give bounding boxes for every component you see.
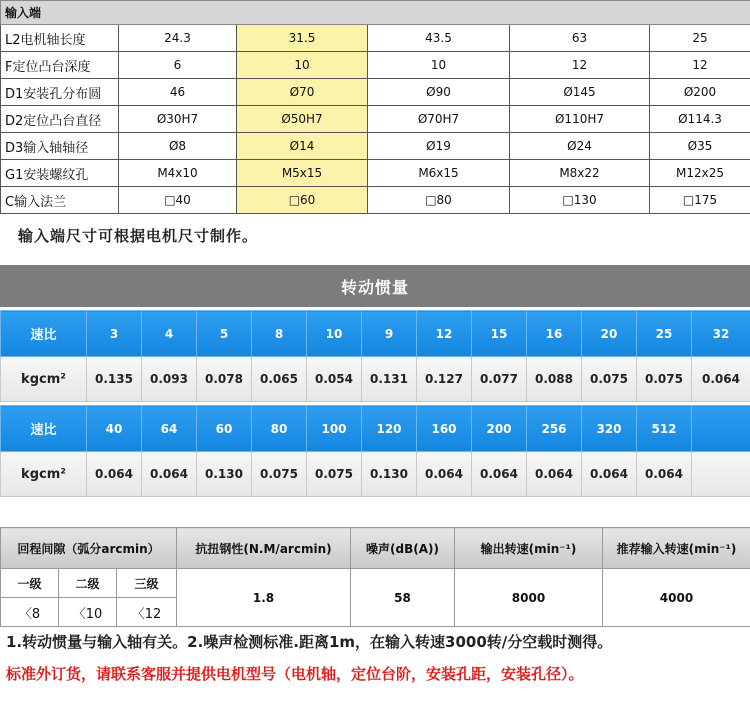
ratio-cell: 15 xyxy=(472,311,527,357)
ratio-label: 速比 xyxy=(1,406,87,452)
backlash-header: 回程间隙（弧分arcmin） xyxy=(1,528,177,569)
ratio-cell: 512 xyxy=(637,406,692,452)
spec-table xyxy=(0,527,750,627)
inertia-value-cell: 0.077 xyxy=(472,357,527,402)
ratio-cell: 8 xyxy=(252,311,307,357)
ratio-cell: 16 xyxy=(527,311,582,357)
output-speed-value: 8000 xyxy=(455,569,603,627)
inertia-value-cell: 0.075 xyxy=(582,357,637,402)
stage-label: 三级 xyxy=(117,569,177,598)
row-label: D3输入轴轴径 xyxy=(1,133,119,160)
cell-value: 6 xyxy=(119,52,237,79)
input-end-note: 输入端尺寸可根据电机尺寸制作。 xyxy=(18,227,259,245)
cell-value: 10 xyxy=(237,52,368,79)
cell-value: □175 xyxy=(650,187,750,214)
input-end-header: 输入端 xyxy=(1,1,750,25)
ratio-cell: 20 xyxy=(582,311,637,357)
ratio-cell xyxy=(692,406,750,452)
cell-value: Ø50H7 xyxy=(237,106,368,133)
cell-value: Ø70 xyxy=(237,79,368,106)
row-label: D2定位凸台直径 xyxy=(1,106,119,133)
input-end-row xyxy=(1,25,750,52)
cell-value: M5x15 xyxy=(237,160,368,187)
ratio-cell: 100 xyxy=(307,406,362,452)
inertia-value-cell xyxy=(692,452,750,497)
noise-value: 58 xyxy=(351,569,455,627)
ratio-cell: 120 xyxy=(362,406,417,452)
input-speed-header: 推荐输入转速(min⁻¹) xyxy=(603,528,750,569)
inertia-value-cell: 0.075 xyxy=(252,452,307,497)
input-end-row xyxy=(1,187,750,214)
stage-backlash-value: 〈10 xyxy=(59,598,117,627)
cell-value: Ø200 xyxy=(650,79,750,106)
cell-value: □40 xyxy=(119,187,237,214)
input-end-row xyxy=(1,106,750,133)
inertia-ratio-row-1 xyxy=(1,311,750,357)
input-end-row xyxy=(1,79,750,106)
inertia-section xyxy=(0,265,750,497)
ratio-cell: 12 xyxy=(417,311,472,357)
stage-backlash-value: 〈12 xyxy=(117,598,177,627)
inertia-ratio-row-2 xyxy=(1,406,750,452)
ratio-cell: 80 xyxy=(252,406,307,452)
row-label: C输入法兰 xyxy=(1,187,119,214)
inertia-value-cell: 0.075 xyxy=(307,452,362,497)
cell-value: 31.5 xyxy=(237,25,368,52)
cell-value: M12x25 xyxy=(650,160,750,187)
ratio-cell: 160 xyxy=(417,406,472,452)
input-speed-value: 4000 xyxy=(603,569,750,627)
cell-value: Ø114.3 xyxy=(650,106,750,133)
inertia-value-cell: 0.054 xyxy=(307,357,362,402)
ratio-cell: 10 xyxy=(307,311,362,357)
inertia-value-row-2 xyxy=(1,452,750,497)
cell-value: Ø14 xyxy=(237,133,368,160)
torsional-rigidity-header: 抗扭钢性(N.M/arcmin) xyxy=(177,528,351,569)
cell-value: M8x22 xyxy=(510,160,650,187)
ratio-cell: 5 xyxy=(197,311,252,357)
cell-value: M6x15 xyxy=(368,160,510,187)
inertia-value-cell: 0.064 xyxy=(87,452,142,497)
stage-label: 二级 xyxy=(59,569,117,598)
input-end-row xyxy=(1,160,750,187)
torsional-rigidity-value: 1.8 xyxy=(177,569,351,627)
inertia-value-row-1 xyxy=(1,357,750,402)
inertia-value-cell: 0.064 xyxy=(417,452,472,497)
inertia-value-cell: 0.078 xyxy=(197,357,252,402)
cell-value: 46 xyxy=(119,79,237,106)
cell-value: Ø110H7 xyxy=(510,106,650,133)
row-label: G1安装螺纹孔 xyxy=(1,160,119,187)
cell-value: Ø70H7 xyxy=(368,106,510,133)
input-end-row xyxy=(1,52,750,79)
cell-value: Ø35 xyxy=(650,133,750,160)
inertia-value-cell: 0.088 xyxy=(527,357,582,402)
stage-backlash-value: 〈8 xyxy=(1,598,59,627)
inertia-value-cell: 0.130 xyxy=(362,452,417,497)
ratio-cell: 64 xyxy=(142,406,197,452)
inertia-value-cell: 0.075 xyxy=(637,357,692,402)
noise-header: 噪声(dB(A)) xyxy=(351,528,455,569)
row-label: L2电机轴长度 xyxy=(1,25,119,52)
ratio-cell: 25 xyxy=(637,311,692,357)
cell-value: Ø19 xyxy=(368,133,510,160)
ratio-cell: 60 xyxy=(197,406,252,452)
cell-value: Ø24 xyxy=(510,133,650,160)
ratio-cell: 256 xyxy=(527,406,582,452)
ratio-cell: 32 xyxy=(692,311,750,357)
inertia-value-cell: 0.093 xyxy=(142,357,197,402)
cell-value: 24.3 xyxy=(119,25,237,52)
ratio-cell: 320 xyxy=(582,406,637,452)
cell-value: □60 xyxy=(237,187,368,214)
cell-value: Ø8 xyxy=(119,133,237,160)
inertia-value-cell: 0.064 xyxy=(472,452,527,497)
inertia-value-cell: 0.064 xyxy=(142,452,197,497)
inertia-value-cell: 0.131 xyxy=(362,357,417,402)
cell-value: Ø145 xyxy=(510,79,650,106)
cell-value: 63 xyxy=(510,25,650,52)
inertia-value-cell: 0.064 xyxy=(582,452,637,497)
ratio-label: 速比 xyxy=(1,311,87,357)
inertia-value-cell: 0.135 xyxy=(87,357,142,402)
cell-value: 43.5 xyxy=(368,25,510,52)
cell-value: Ø90 xyxy=(368,79,510,106)
cell-value: 12 xyxy=(510,52,650,79)
ratio-cell: 200 xyxy=(472,406,527,452)
cell-value: 25 xyxy=(650,25,750,52)
inertia-value-cell: 0.064 xyxy=(637,452,692,497)
stage-label: 一级 xyxy=(1,569,59,598)
cell-value: Ø30H7 xyxy=(119,106,237,133)
row-label: F定位凸台深度 xyxy=(1,52,119,79)
inertia-value-cell: 0.064 xyxy=(692,357,750,402)
unit-label: kgcm² xyxy=(1,357,87,402)
ratio-cell: 4 xyxy=(142,311,197,357)
row-label: D1安装孔分布圆 xyxy=(1,79,119,106)
input-end-rows xyxy=(1,25,750,214)
inertia-value-cell: 0.127 xyxy=(417,357,472,402)
ratio-cell: 9 xyxy=(362,311,417,357)
order-note: 标准外订货，请联系客服并提供电机型号（电机轴，定位台阶，安装孔距，安装孔径）。 xyxy=(6,665,584,683)
ratio-cell: 40 xyxy=(87,406,142,452)
inertia-table xyxy=(0,307,750,497)
footer-note: 1.转动惯量与输入轴有关。2.噪声检测标准.距离1m，在输入转速3000转/分空载时测得。 xyxy=(6,633,613,651)
cell-value: □80 xyxy=(368,187,510,214)
inertia-value-cell: 0.065 xyxy=(252,357,307,402)
inertia-value-cell: 0.130 xyxy=(197,452,252,497)
inertia-value-cell: 0.064 xyxy=(527,452,582,497)
ratio-cell: 3 xyxy=(87,311,142,357)
cell-value: □130 xyxy=(510,187,650,214)
cell-value: M4x10 xyxy=(119,160,237,187)
input-end-row xyxy=(1,133,750,160)
unit-label: kgcm² xyxy=(1,452,87,497)
cell-value: 10 xyxy=(368,52,510,79)
output-speed-header: 输出转速(min⁻¹) xyxy=(455,528,603,569)
inertia-title: 转动惯量 xyxy=(0,265,750,307)
cell-value: 12 xyxy=(650,52,750,79)
input-end-table xyxy=(0,0,750,214)
